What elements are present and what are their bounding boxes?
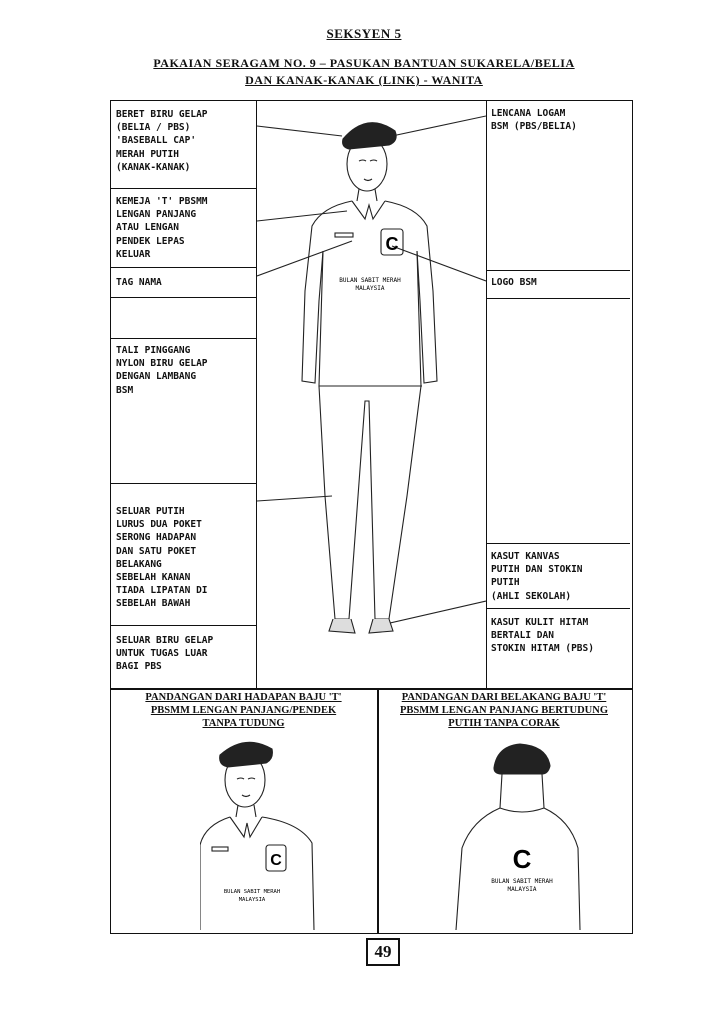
left-divider <box>111 338 256 339</box>
label-belt: TALI PINGGANG NYLON BIRU GELAP DENGAN LAMBANG BSM <box>116 345 208 396</box>
left-divider <box>111 483 256 484</box>
label-nametag: TAG NAMA <box>116 277 162 288</box>
page-number: 49 <box>366 938 400 966</box>
label-white-trousers: SELUAR PUTIH LURUS DUA POKET SERONG HADAPAN DAN SATU POKET BELAKANG SEBELAH KANAN TIADA LIPATAN DI SEBELAH BAWAH <box>116 506 208 610</box>
label-logo: LOGO BSM <box>491 277 537 288</box>
label-shirt: KEMEJA 'T' PBSMM LENGAN PANJANG ATAU LENGAN PENDEK LEPAS KELUAR <box>116 196 208 260</box>
label-beret: BERET BIRU GELAP (BELIA / PBS) 'BASEBALL CAP' MERAH PUTIH (KANAK-KANAK) <box>116 109 208 173</box>
back-shirt-logo-letter: C <box>512 844 532 874</box>
right-divider <box>487 608 630 609</box>
shirt-print-line-2: MALAYSIA <box>355 285 385 292</box>
left-divider <box>111 188 256 189</box>
uniform-full-body-illustration <box>257 101 486 688</box>
front-shirt-logo-letter: C <box>270 852 282 869</box>
section-heading: SEKSYEN 5 <box>326 26 402 41</box>
shirt-logo-letter: C <box>385 234 399 254</box>
label-blue-trousers: SELUAR BIRU GELAP UNTUK TUGAS LUAR BAGI PBS <box>116 635 214 673</box>
back-shirt-print-line-1: BULAN SABIT MERAH <box>491 878 553 885</box>
left-divider <box>111 625 256 626</box>
right-divider <box>487 298 630 299</box>
front-view-illustration <box>200 735 320 930</box>
front-shirt-print-line-2: MALAYSIA <box>238 897 266 903</box>
right-divider <box>487 270 630 271</box>
left-divider <box>111 267 256 268</box>
back-view-illustration <box>452 738 582 930</box>
back-view-caption: PANDANGAN DARI BELAKANG BAJU 'T' PBSMM LENGAN PANJANG BERTUDUNG PUTIH TANPA CORAK <box>400 692 608 729</box>
label-badge: LENCANA LOGAM BSM (PBS/BELIA) <box>491 108 577 133</box>
right-divider <box>487 543 630 544</box>
page-title-line-2: DAN KANAK-KANAK (LINK) - WANITA <box>245 73 483 87</box>
right-column-divider <box>486 101 487 688</box>
left-divider <box>111 297 256 298</box>
shirt-print-line-1: BULAN SABIT MERAH <box>339 277 401 284</box>
back-shirt-print-line-2: MALAYSIA <box>507 886 537 893</box>
page-title-line-1: PAKAIAN SERAGAM NO. 9 – PASUKAN BANTUAN SUKARELA/BELIA <box>153 56 575 70</box>
front-view-caption: PANDANGAN DARI HADAPAN BAJU 'T' PBSMM LENGAN PANJANG/PENDEK TANPA TUDUNG <box>145 692 342 729</box>
label-leather-shoes: KASUT KULIT HITAM BERTALI DAN STOKIN HITAM (PBS) <box>491 617 594 655</box>
front-shirt-print-line-1: BULAN SABIT MERAH <box>223 889 281 895</box>
label-canvas-shoes: KASUT KANVAS PUTIH DAN STOKIN PUTIH (AHLI SEKOLAH) <box>491 551 583 602</box>
